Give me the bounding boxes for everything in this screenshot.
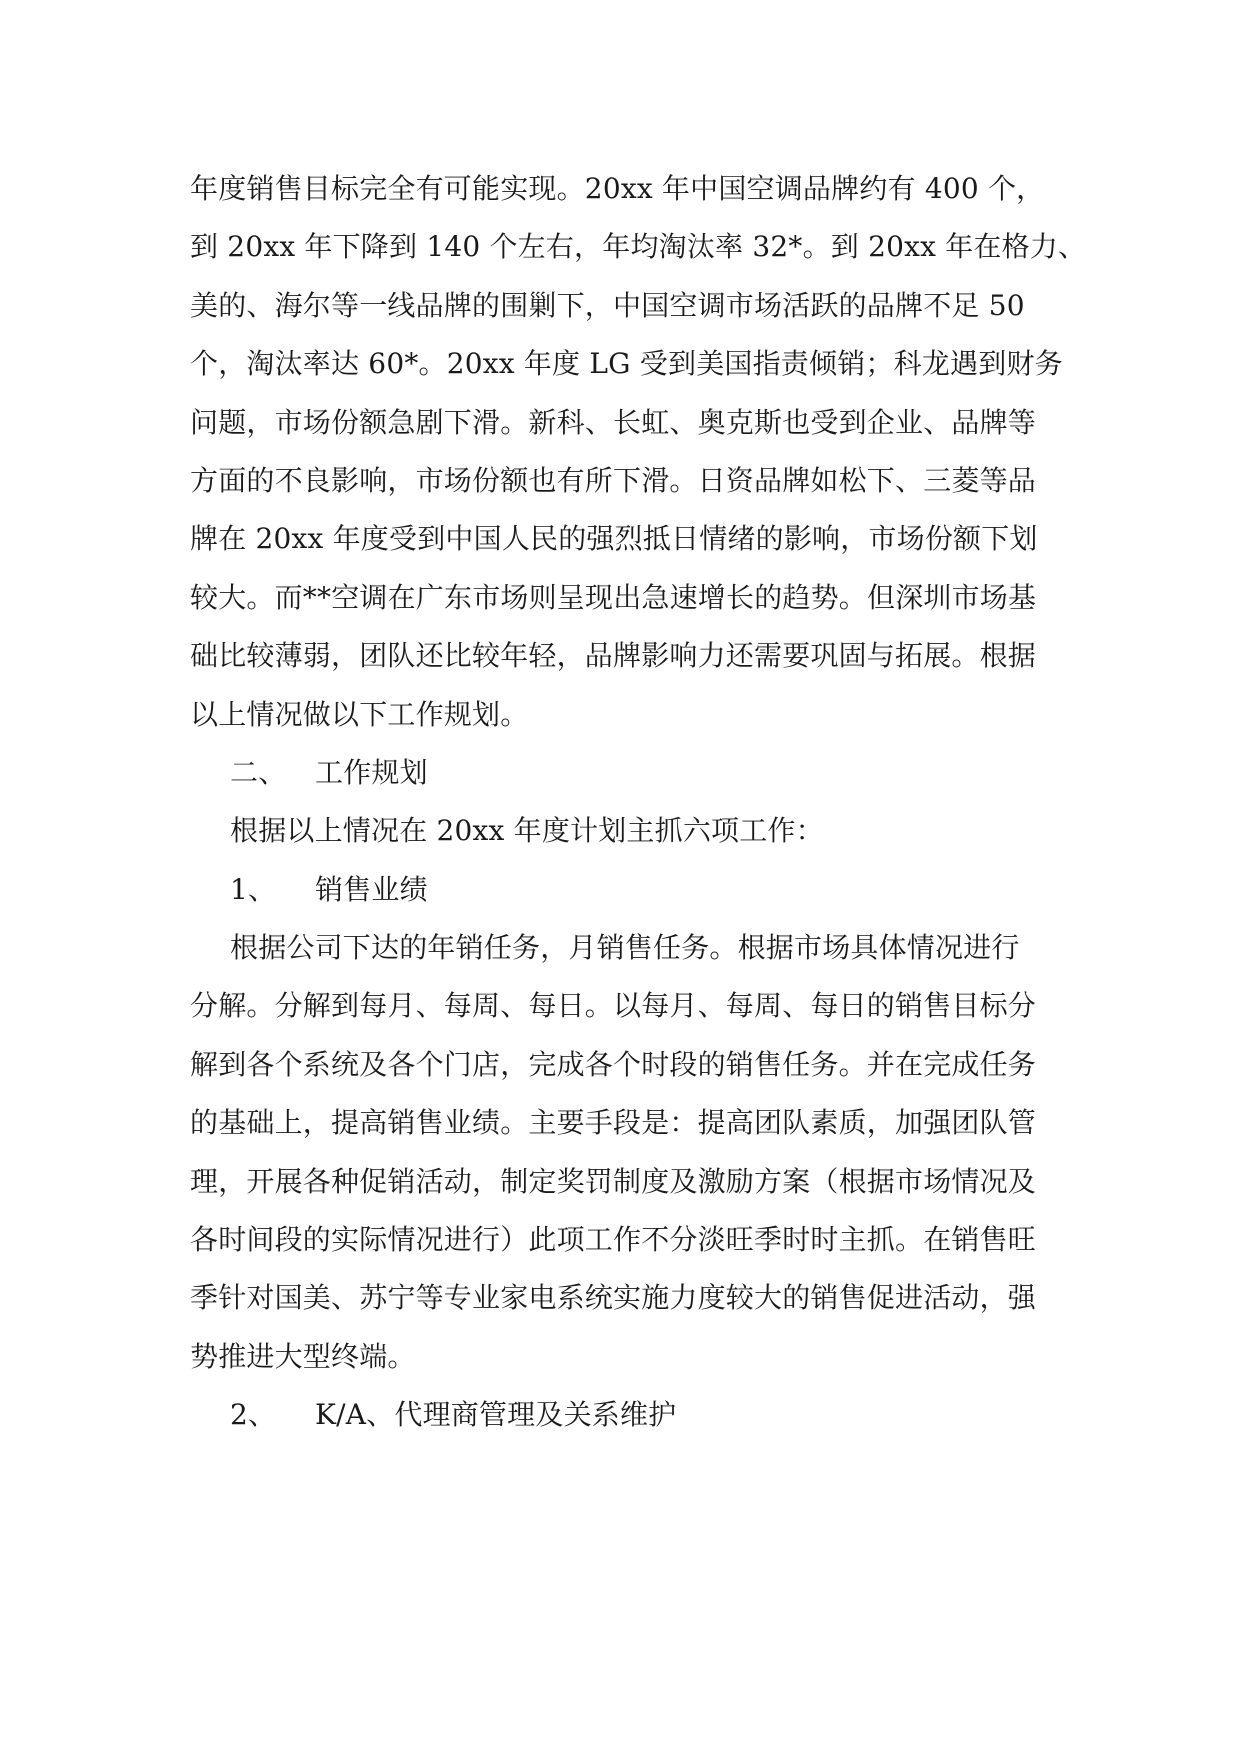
- section-heading: [190, 744, 1060, 802]
- paragraph-line: 方面的不良影响，市场份额也有所下滑。日资品牌如松下、三菱等品: [190, 463, 1037, 497]
- paragraph-line: 势推进大型终端。: [190, 1339, 416, 1373]
- paragraph-line: 理，开展各种促销活动，制定奖罚制度及激励方案（根据市场情况及: [190, 1164, 1037, 1198]
- subsection-heading: [190, 861, 1060, 919]
- paragraph-line: 问题，市场份额急剧下滑。新科、长虹、奥克斯也受到企业、品牌等: [190, 405, 1037, 439]
- section-number: 二、: [230, 755, 287, 789]
- paragraph-line: 个，淘汰率达 60*。20xx 年度 LG 受到美国指责倾销；科龙遇到财务: [190, 347, 1063, 381]
- paragraph-line: 根据公司下达的年销任务，月销售任务。根据市场具体情况进行: [230, 931, 1020, 965]
- paragraph-line: 以上情况做以下工作规划。: [190, 697, 529, 731]
- subsection-heading: [190, 1386, 1060, 1444]
- paragraph-line: 到 20xx 年下降到 140 个左右，年均淘汰率 32*。到 20xx 年在格力、: [190, 230, 1087, 264]
- section-title: 工作规划: [315, 755, 428, 789]
- paragraph-line: 美的、海尔等一线品牌的围剿下，中国空调市场活跃的品牌不足 50: [190, 288, 1025, 322]
- paragraph-line: 季针对国美、苏宁等专业家电系统实施力度较大的销售促进活动，强: [190, 1281, 1037, 1315]
- paragraph-line: 各时间段的实际情况进行）此项工作不分淡旺季时时主抓。在销售旺: [190, 1223, 1037, 1257]
- paragraph-line: 解到各个系统及各个门店，完成各个时段的销售任务。并在完成任务: [190, 1047, 1037, 1081]
- paragraph-line: 较大。而**空调在广东市场则呈现出急速增长的趋势。但深圳市场基: [190, 580, 1037, 614]
- paragraph-line: 础比较薄弱，团队还比较年轻，品牌影响力还需要巩固与拓展。根据: [190, 639, 1037, 673]
- paragraph-line: 年度销售目标完全有可能实现。20xx 年中国空调品牌约有 400 个，: [190, 172, 1045, 205]
- paragraph-line: 分解。分解到每月、每周、每日。以每月、每周、每日的销售目标分: [190, 989, 1037, 1023]
- paragraph-line: 根据以上情况在 20xx 年度计划主抓六项工作：: [230, 814, 824, 848]
- subsection-number: 2、: [230, 1398, 277, 1432]
- paragraph-line: 的基础上，提高销售业绩。主要手段是：提高团队素质，加强团队管: [190, 1106, 1037, 1140]
- document-body: [190, 160, 1087, 1445]
- subsection-title: 销售业绩: [315, 872, 428, 906]
- paragraph-line: 牌在 20xx 年度受到中国人民的强烈抵日情绪的影响，市场份额下划: [190, 522, 1038, 556]
- subsection-title: K/A、代理商管理及关系维护: [315, 1398, 677, 1432]
- subsection-number: 1、: [230, 872, 277, 906]
